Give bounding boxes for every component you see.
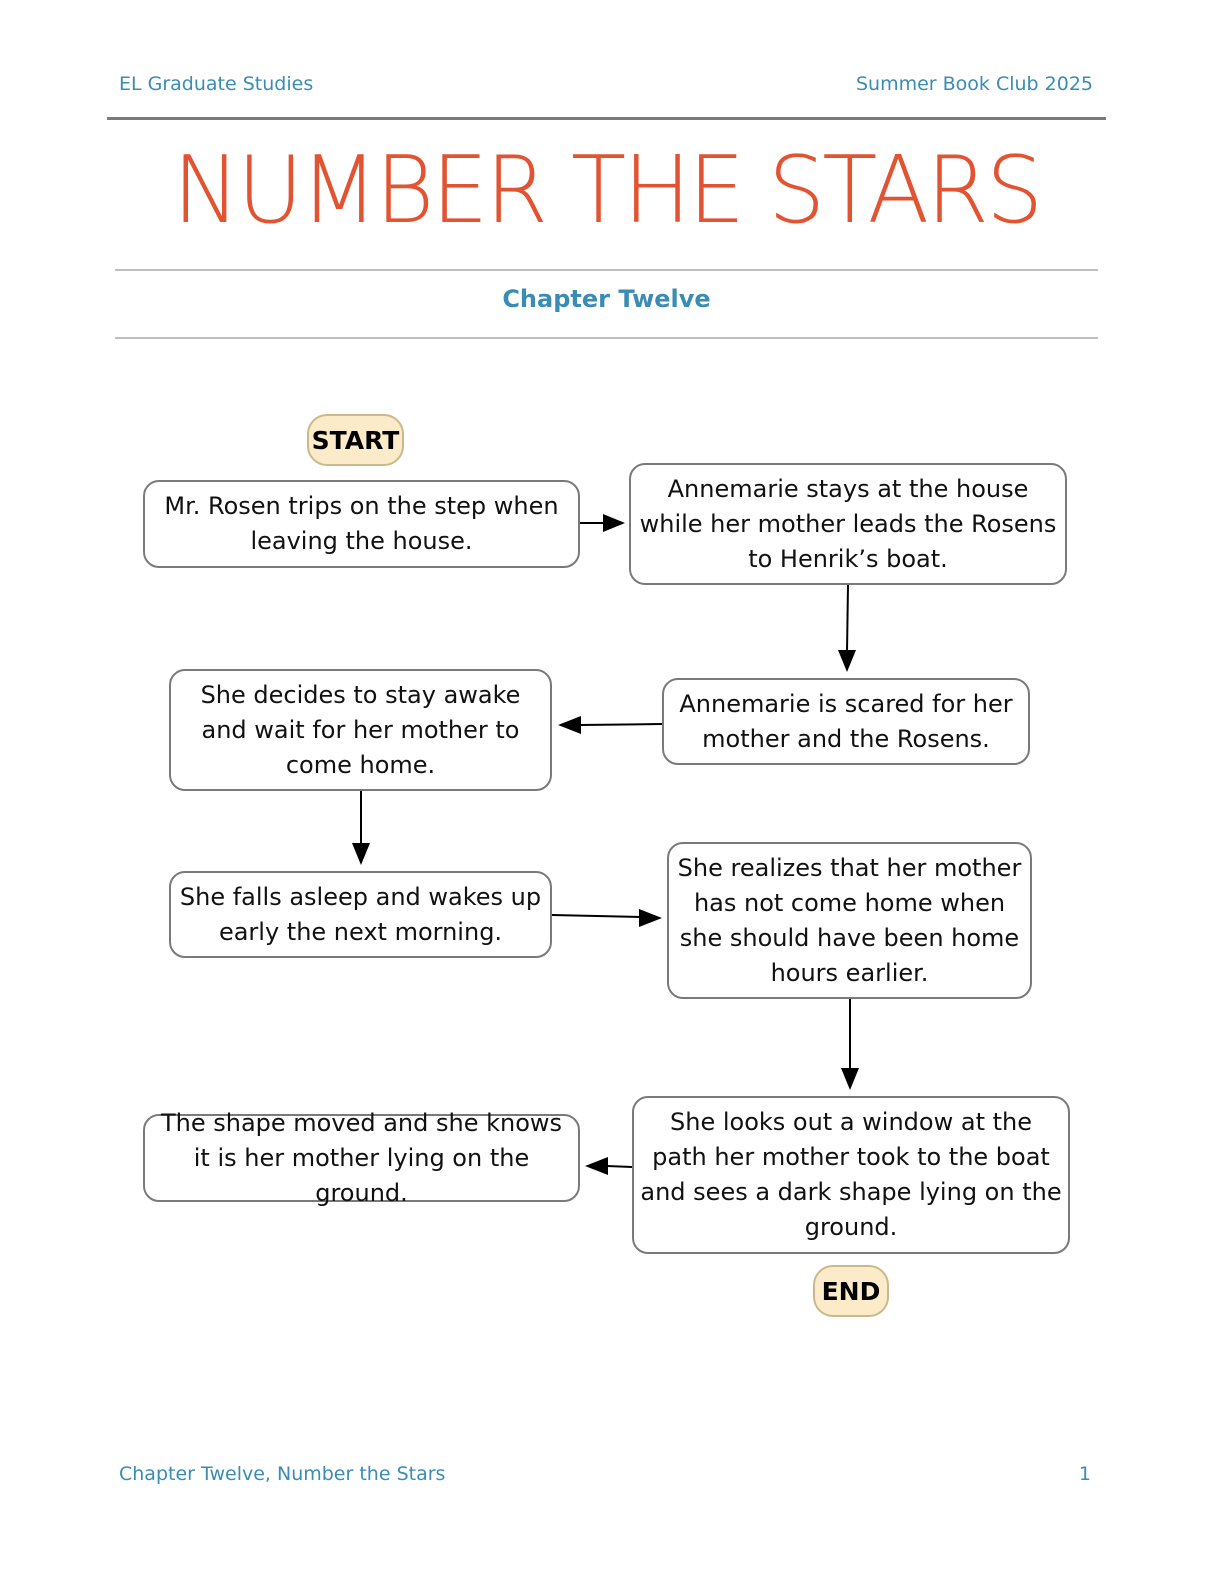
page-number: 1	[1078, 1463, 1091, 1485]
arrow-step5-to-step6	[552, 909, 662, 927]
flow-step-4: She decides to stay awake and wait for her mother to come home.	[169, 669, 552, 791]
arrow-step4-to-step5	[352, 791, 370, 865]
subtitle-bottom-divider	[115, 337, 1098, 339]
header-divider	[107, 117, 1106, 120]
chapter-subtitle: Chapter Twelve	[502, 285, 711, 313]
arrow-step6-to-step7	[841, 999, 859, 1090]
arrow-step1-to-step2	[580, 514, 625, 532]
header-right: Summer Book Club 2025	[855, 73, 1093, 95]
flow-step-5: She falls asleep and wakes up early the next morning.	[169, 871, 552, 958]
arrow-step7-to-step8	[585, 1157, 632, 1175]
start-badge: START	[307, 414, 404, 466]
flow-step-6: She realizes that her mother has not come home when she should have been home hours earlier.	[667, 842, 1032, 999]
flow-step-8: The shape moved and she knows it is her mother lying on the ground.	[143, 1114, 580, 1202]
end-badge: END	[813, 1265, 889, 1317]
flow-step-3: Annemarie is scared for her mother and the Rosens.	[662, 678, 1030, 765]
flow-step-2: Annemarie stays at the house while her mother leads the Rosens to Henrik’s boat.	[629, 463, 1067, 585]
subtitle-top-divider	[115, 269, 1098, 271]
page-title: NUMBER THE STARS	[172, 136, 1041, 244]
flow-step-1: Mr. Rosen trips on the step when leaving the house.	[143, 480, 580, 568]
flow-step-7: She looks out a window at the path her mother took to the boat and sees a dark shape lying on the ground.	[632, 1096, 1070, 1254]
arrow-step3-to-step4	[558, 716, 662, 734]
footer-left: Chapter Twelve, Number the Stars	[119, 1463, 446, 1485]
header-left: EL Graduate Studies	[119, 73, 314, 95]
arrow-step2-to-step3	[838, 585, 856, 672]
